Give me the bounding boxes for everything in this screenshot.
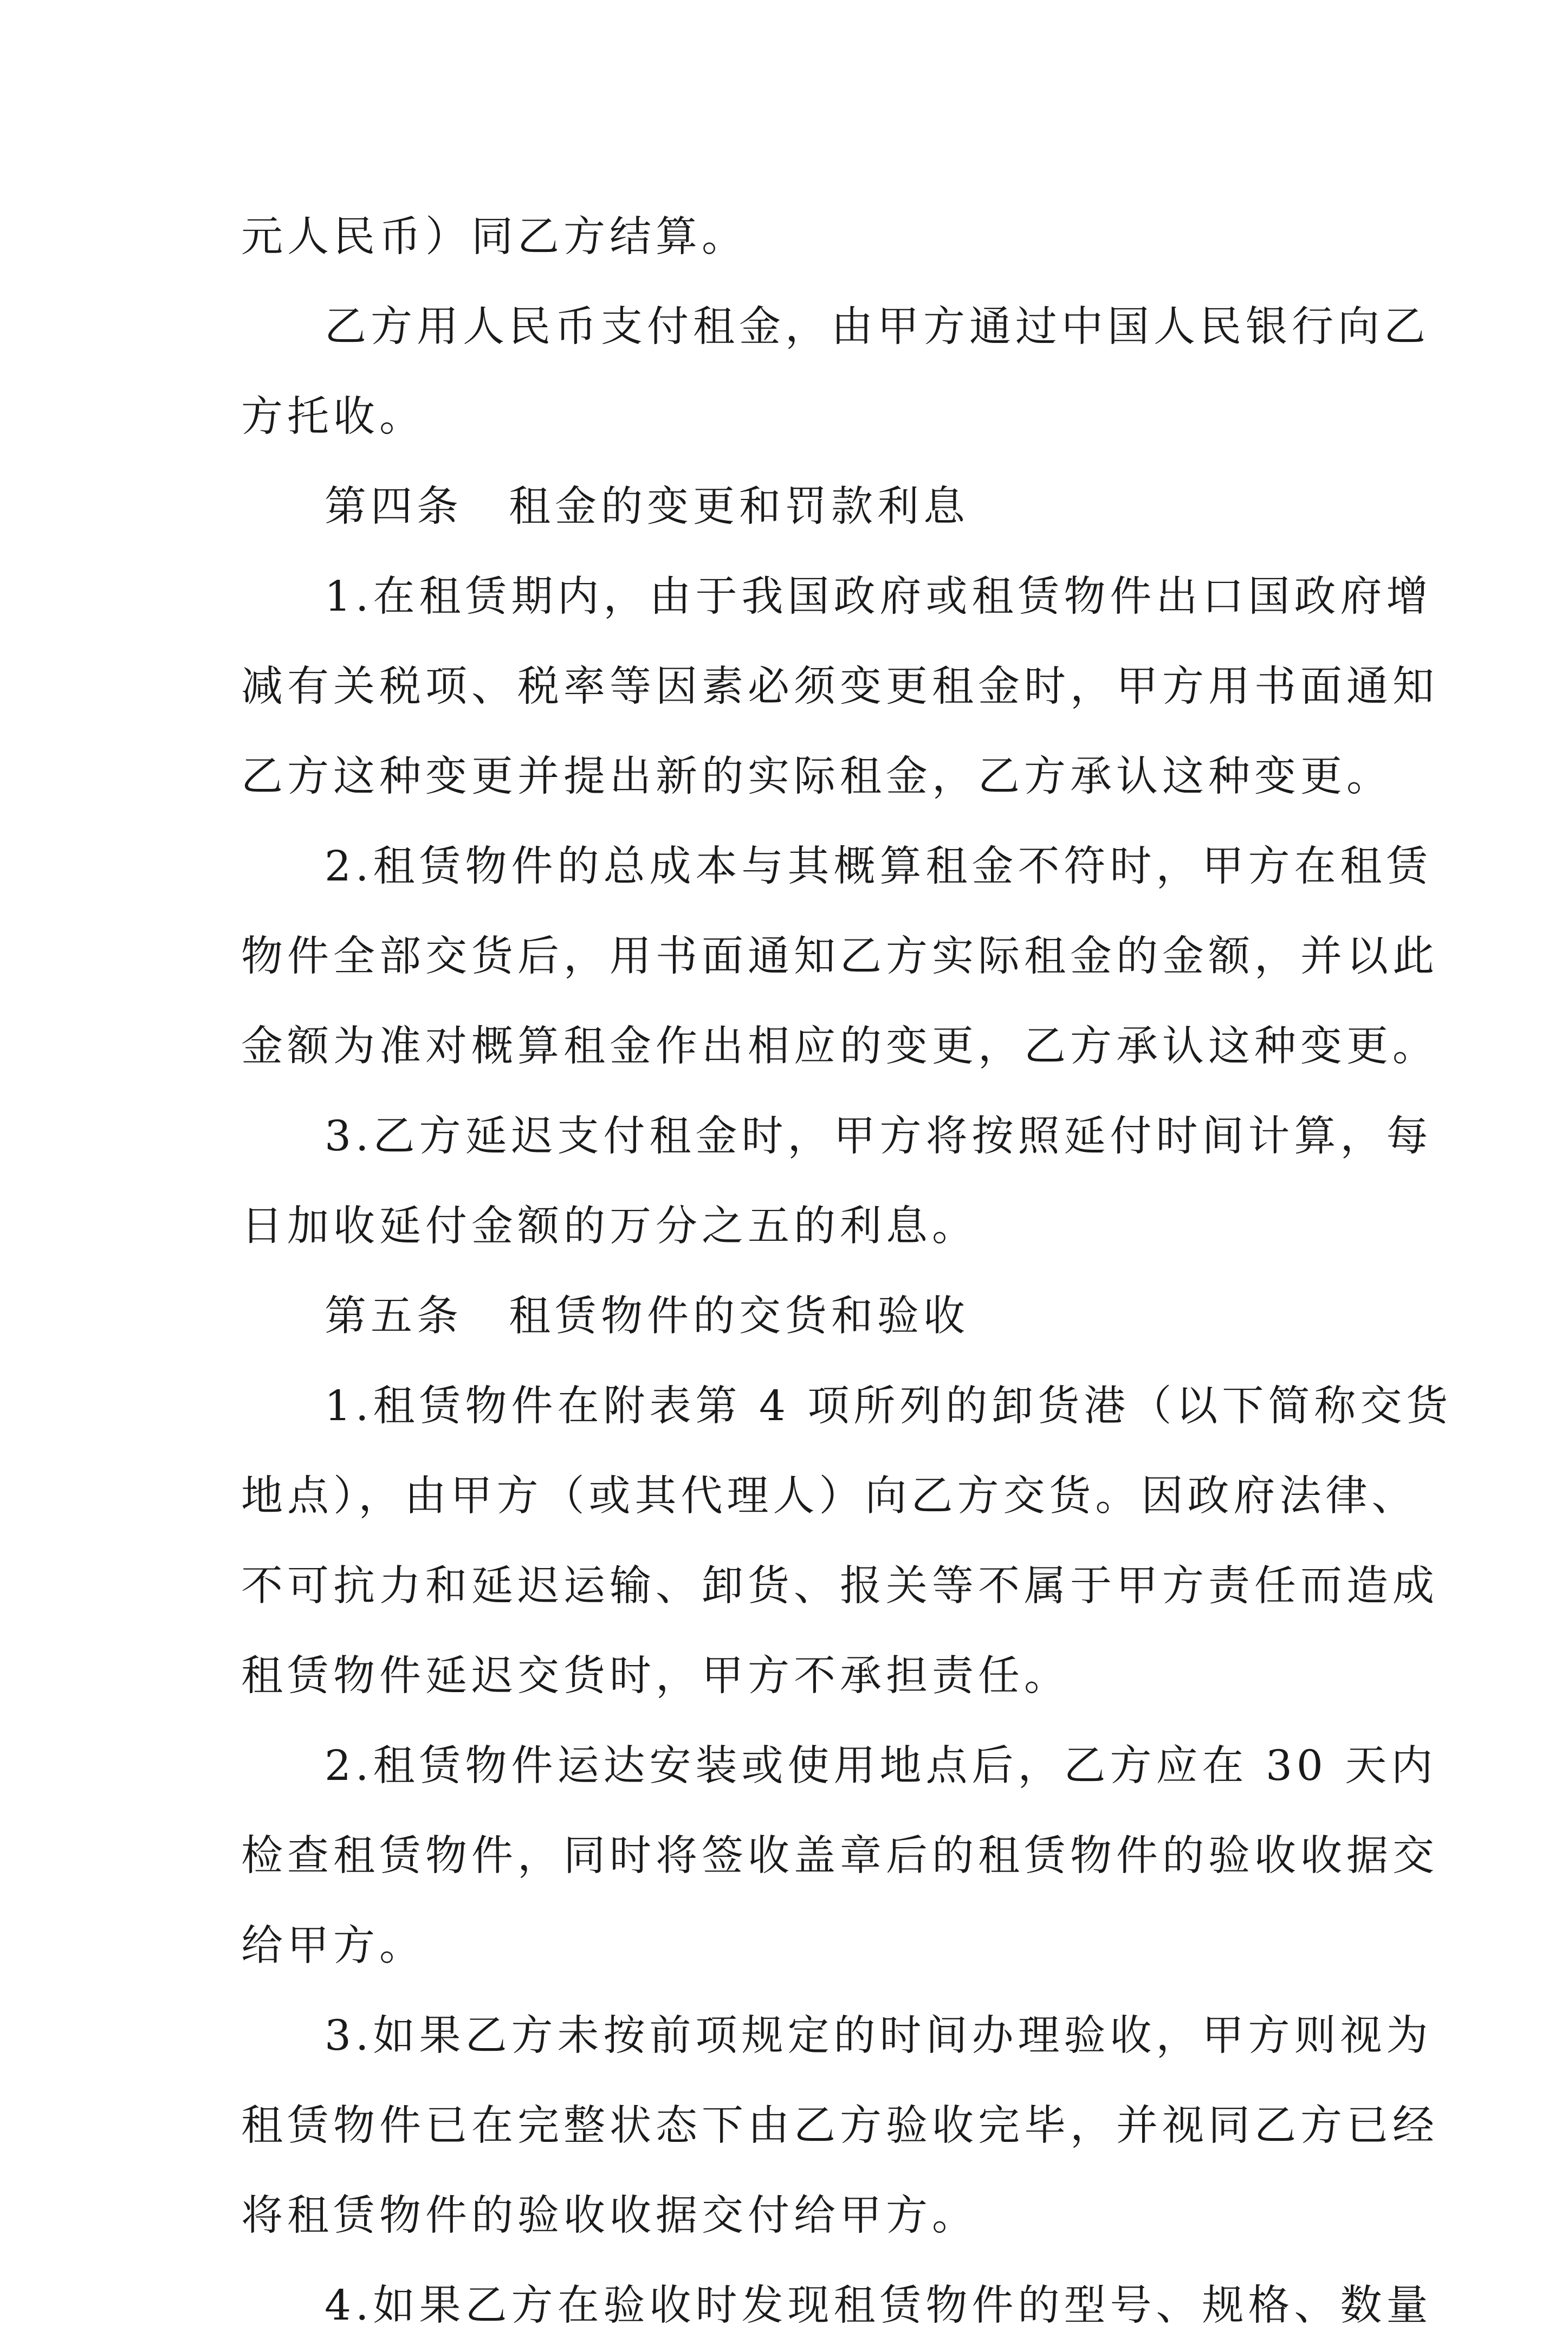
text-line: 3.乙方延迟支付租金时，甲方将按照延付时间计算，每 [325,1112,1433,1161]
text-line: 3.如果乙方未按前项规定的时间办理验收，甲方则视为 [325,2012,1433,2060]
text-line: 租赁物件延迟交货时，甲方不承担责任。 [241,1652,1070,1700]
text-line: 2.租赁物件的总成本与其概算租金不符时，甲方在租赁 [325,843,1433,891]
text-line: 给甲方。 [241,1922,425,1970]
document-body [241,192,1453,2351]
text-line: 乙方这种变更并提出新的实际租金，乙方承认这种变更。 [241,753,1392,801]
text-line: 检查租赁物件，同时将签收盖章后的租赁物件的验收收据交 [241,1832,1439,1880]
text-line: 元人民币）同乙方结算。 [241,213,748,261]
text-line: 1.租赁物件在附表第 4 项所列的卸货港（以下简称交货 [325,1382,1453,1430]
text-line: 4.如果乙方在验收时发现租赁物件的型号、规格、数量 [325,2282,1433,2330]
text-line: 日加收延付金额的万分之五的利息。 [241,1202,978,1251]
text-line: 2.租赁物件运达安装或使用地点后，乙方应在 30 天内 [325,1742,1437,1790]
text-line: 减有关税项、税率等因素必须变更租金时，甲方用书面通知 [241,663,1439,711]
text-line: 租赁物件已在完整状态下由乙方验收完毕，并视同乙方已经 [241,2102,1439,2150]
text-line: 乙方用人民币支付租金，由甲方通过中国人民银行向乙 [325,303,1430,351]
text-line: 方托收。 [241,393,425,441]
text-line: 地点），由甲方（或其代理人）向乙方交货。因政府法律、 [241,1472,1418,1520]
text-line: 金额为准对概算租金作出相应的变更，乙方承认这种变更。 [241,1022,1439,1071]
text-line: 将租赁物件的验收收据交付给甲方。 [241,2192,978,2240]
article-heading: 第五条 租赁物件的交货和验收 [325,1292,969,1340]
text-line: 1.在租赁期内，由于我国政府或租赁物件出口国政府增 [325,573,1433,621]
text-line: 物件全部交货后，用书面通知乙方实际租金的金额，并以此 [241,932,1439,981]
text-line: 不可抗力和延迟运输、卸货、报关等不属于甲方责任而造成 [241,1562,1439,1610]
article-heading: 第四条 租金的变更和罚款利息 [325,483,969,531]
